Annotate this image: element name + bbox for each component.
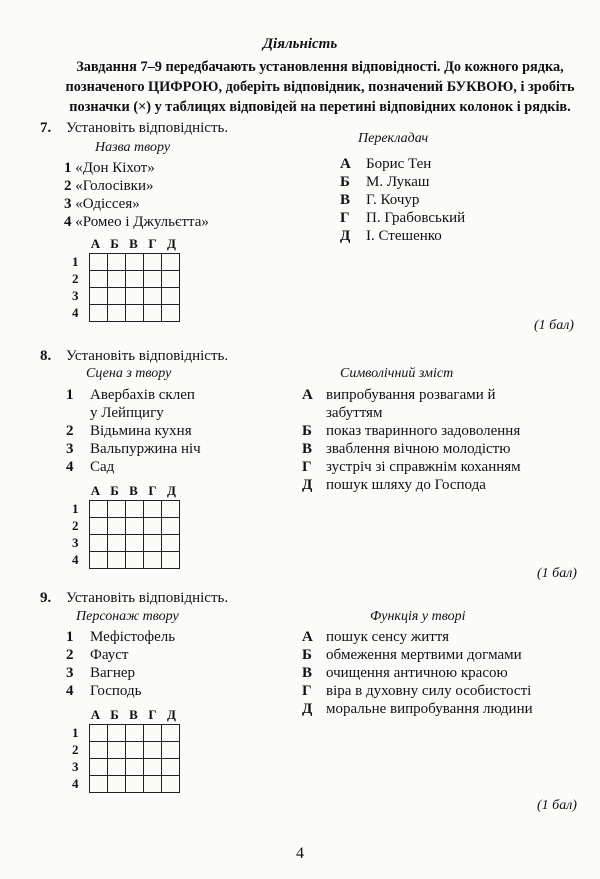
section-title: Діяльність — [262, 36, 338, 52]
left-column-header: Сцена з твору — [86, 366, 172, 381]
answer-cell[interactable] — [126, 725, 144, 742]
right-item-e: Д І. Стешенко — [340, 228, 442, 244]
right-item-a: А пошук сенсу життя — [302, 629, 450, 645]
answer-cell[interactable] — [90, 776, 108, 793]
left-column-header: Назва твору — [95, 140, 171, 155]
answer-cell[interactable] — [126, 288, 144, 305]
answer-cell[interactable] — [144, 535, 162, 552]
answer-cell[interactable] — [90, 254, 108, 271]
question-prompt: Установіть відповідність. — [66, 120, 229, 136]
right-column-header: Символічний зміст — [340, 366, 454, 381]
answer-cell[interactable] — [126, 254, 144, 271]
instructions-text: Завдання 7–9 передбачають установлення відповідності. До кожного рядка, позначеного ЦИФРОЮ, доберіть відповідник, позначений БУКВОЮ, і зробіть позначки (×) у таблицях відповідей на перетині відповідних колонок і рядків. — [65, 59, 575, 115]
answer-cell[interactable] — [108, 305, 126, 322]
answer-cell[interactable] — [126, 501, 144, 518]
answer-cell[interactable] — [126, 305, 144, 322]
answer-cell[interactable] — [144, 288, 162, 305]
answer-cell[interactable] — [162, 518, 180, 535]
answer-table — [72, 500, 180, 569]
answer-cell[interactable] — [90, 759, 108, 776]
answer-cell[interactable] — [126, 552, 144, 569]
row-label: 1 — [72, 254, 79, 269]
row-label: 1 — [72, 501, 79, 516]
answer-cell[interactable] — [90, 271, 108, 288]
left-item-3: 3 Вагнер — [66, 665, 135, 681]
right-item-e: Д моральне випробування людини — [302, 701, 533, 717]
answer-grid-8 — [72, 483, 181, 569]
row-label: 1 — [72, 725, 79, 740]
left-item-1-cont: у Лейпцигу — [90, 405, 164, 421]
answer-cell[interactable] — [90, 288, 108, 305]
right-item-a-cont: забуттям — [326, 405, 383, 421]
answer-cell[interactable] — [144, 501, 162, 518]
grid-column-letters: А Б В Г Д — [90, 483, 176, 498]
right-item-a: А Борис Тен — [340, 156, 432, 172]
right-item-e: Д пошук шляху до Господа — [302, 477, 486, 493]
left-column-header: Персонаж твору — [76, 609, 179, 624]
question-prompt: Установіть відповідність. — [66, 590, 229, 606]
answer-grid-9 — [72, 707, 181, 793]
row-label: 3 — [72, 535, 79, 550]
answer-cell[interactable] — [108, 759, 126, 776]
right-item-b: Б обмеження мертвими догмами — [302, 647, 522, 663]
answer-cell[interactable] — [90, 305, 108, 322]
right-item-d: Г зустріч зі справжнім коханням — [302, 459, 521, 475]
answer-cell[interactable] — [144, 552, 162, 569]
row-label: 2 — [72, 271, 79, 286]
answer-cell[interactable] — [126, 776, 144, 793]
question-number: 7. — [40, 120, 52, 136]
right-item-b: Б М. Лукаш — [340, 174, 430, 190]
answer-cell[interactable] — [144, 742, 162, 759]
answer-cell[interactable] — [108, 518, 126, 535]
left-item-4: 4 «Ромео і Джульєтта» — [64, 214, 209, 230]
right-item-c: В очищення античною красою — [302, 665, 508, 681]
answer-grid-7 — [72, 236, 181, 322]
answer-cell[interactable] — [162, 305, 180, 322]
score-label: (1 бал) — [537, 798, 577, 813]
right-item-d: Г П. Грабовський — [340, 210, 466, 226]
answer-cell[interactable] — [108, 742, 126, 759]
right-item-d: Г віра в духовну силу особистості — [302, 683, 532, 699]
right-column-header: Перекладач — [358, 131, 429, 146]
answer-cell[interactable] — [90, 518, 108, 535]
score-label: (1 бал) — [534, 318, 574, 333]
left-item-1: 1 «Дон Кіхот» — [64, 160, 155, 176]
answer-cell[interactable] — [108, 535, 126, 552]
question-number: 8. — [40, 348, 52, 364]
answer-table — [72, 724, 180, 793]
answer-cell[interactable] — [108, 776, 126, 793]
answer-cell[interactable] — [108, 271, 126, 288]
answer-cell[interactable] — [162, 501, 180, 518]
row-label: 3 — [72, 759, 79, 774]
answer-table — [72, 253, 180, 322]
answer-cell[interactable] — [90, 725, 108, 742]
answer-cell[interactable] — [144, 271, 162, 288]
answer-cell[interactable] — [108, 501, 126, 518]
answer-cell[interactable] — [144, 725, 162, 742]
answer-cell[interactable] — [108, 552, 126, 569]
grid-column-letters: А Б В Г Д — [90, 707, 176, 722]
answer-cell[interactable] — [90, 535, 108, 552]
left-item-2: 2 Фауст — [66, 647, 129, 663]
question-prompt: Установіть відповідність. — [66, 348, 229, 364]
right-item-b: Б показ тваринного задоволення — [302, 423, 521, 439]
score-label: (1 бал) — [537, 566, 577, 581]
answer-cell[interactable] — [126, 535, 144, 552]
answer-cell[interactable] — [90, 501, 108, 518]
left-item-4: 4 Сад — [66, 459, 115, 475]
answer-cell[interactable] — [162, 271, 180, 288]
right-item-c: В Г. Кочур — [340, 192, 420, 208]
answer-cell[interactable] — [108, 254, 126, 271]
answer-cell[interactable] — [144, 759, 162, 776]
left-item-4: 4 Господь — [66, 683, 142, 699]
answer-cell[interactable] — [162, 535, 180, 552]
answer-cell[interactable] — [162, 725, 180, 742]
answer-cell[interactable] — [126, 759, 144, 776]
answer-cell[interactable] — [126, 518, 144, 535]
row-label: 2 — [72, 742, 79, 757]
right-item-a: А випробування розвагами й — [302, 387, 496, 403]
right-column-header: Функція у творі — [370, 609, 466, 624]
grid-column-letters: А Б В Г Д — [90, 236, 176, 251]
left-item-1: 1 Мефістофель — [66, 629, 176, 645]
answer-cell[interactable] — [144, 254, 162, 271]
left-item-3: 3 Вальпуржина ніч — [66, 441, 201, 457]
answer-cell[interactable] — [144, 305, 162, 322]
answer-cell[interactable] — [162, 254, 180, 271]
answer-cell[interactable] — [90, 552, 108, 569]
answer-cell[interactable] — [126, 271, 144, 288]
answer-cell[interactable] — [162, 742, 180, 759]
page-number: 4 — [296, 845, 304, 862]
row-label: 4 — [72, 305, 79, 320]
answer-cell[interactable] — [144, 776, 162, 793]
row-label: 4 — [72, 552, 79, 567]
row-label: 2 — [72, 518, 79, 533]
row-label: 4 — [72, 776, 79, 791]
question-number: 9. — [40, 590, 52, 606]
answer-cell[interactable] — [162, 552, 180, 569]
answer-cell[interactable] — [162, 759, 180, 776]
left-item-2: 2 «Голосівки» — [64, 178, 154, 194]
left-item-2: 2 Відьмина кухня — [66, 423, 192, 439]
right-item-c: В зваблення вічною молодістю — [302, 441, 511, 457]
answer-cell[interactable] — [162, 776, 180, 793]
left-item-1: 1 Авербахів склеп — [66, 387, 195, 403]
answer-cell[interactable] — [144, 518, 162, 535]
answer-cell[interactable] — [108, 725, 126, 742]
left-item-3: 3 «Одіссея» — [64, 196, 140, 212]
answer-cell[interactable] — [90, 742, 108, 759]
answer-cell[interactable] — [162, 288, 180, 305]
answer-cell[interactable] — [108, 288, 126, 305]
row-label: 3 — [72, 288, 79, 303]
answer-cell[interactable] — [126, 742, 144, 759]
